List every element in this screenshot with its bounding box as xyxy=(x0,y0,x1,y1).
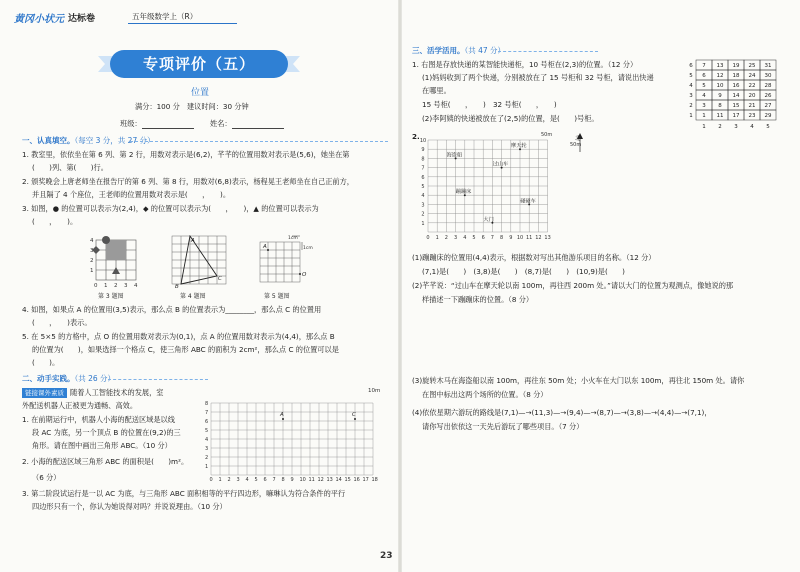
locker-row-label: 4 xyxy=(689,83,693,89)
map-x-tick: 13 xyxy=(544,235,551,241)
map-y-tick: 9 xyxy=(421,147,425,154)
map-x-tick: 5 xyxy=(472,235,476,241)
delivery-x-tick: 15 xyxy=(344,477,351,482)
q5-line2: 的位置为( )，如果选择一个格点 C，使三角形 ABC 的面积为 2cm²，那么点 C 的位置可以是 xyxy=(32,345,339,354)
map-x-tick: 3 xyxy=(454,235,458,241)
locker-number: 28 xyxy=(764,83,772,89)
locker-number: 14 xyxy=(732,93,740,99)
svg-text:2: 2 xyxy=(114,283,118,289)
svg-text:C: C xyxy=(352,412,356,418)
map-y-tick: 10 xyxy=(419,138,427,144)
book-spine xyxy=(398,0,402,572)
locker-number: 10 xyxy=(716,83,724,89)
q2-line2: 并且隔了 4 个座位，王老师的位置用数对表示是( ， )。 xyxy=(32,190,231,199)
locker-number: 25 xyxy=(748,63,756,69)
grade-label: 五年级数学上（R） xyxy=(128,11,237,24)
section-2-heading: 二、动手实践。（共 26 分） xyxy=(22,374,116,383)
locker-number: 19 xyxy=(732,63,740,69)
map-q3-line1: (3)旋转木马在海盗船以南 100m，再往东 50m 处；小火车在大门以东 100m，再往北 150m 处。请你 xyxy=(412,376,745,385)
extracurricular-tag: 链接课外素质 xyxy=(22,388,67,398)
locker-number: 15 xyxy=(732,103,740,109)
locker-number: 26 xyxy=(764,93,772,99)
shaded-square xyxy=(106,240,126,260)
figure-3-caption: 第 3 题图 xyxy=(98,293,124,300)
map-q2-line2: 样描述一下蹦蹦床的位置。（8 分） xyxy=(422,295,534,304)
locker-number: 8 xyxy=(718,103,722,109)
name-field[interactable] xyxy=(210,119,284,129)
locker-number: 4 xyxy=(702,93,706,99)
figure-5-grid xyxy=(254,232,320,290)
locker-row-label: 3 xyxy=(689,93,693,99)
map-y-tick: 6 xyxy=(421,174,425,181)
map-x-tick: 8 xyxy=(500,235,504,241)
delivery-x-tick: 17 xyxy=(362,477,369,482)
locker-number: 21 xyxy=(748,103,756,109)
p3-q1-line2: (1)妈妈收到了两个快递，分别被放在了 15 号柜和 32 号柜，请说出快递 xyxy=(422,73,654,82)
locker-number: 17 xyxy=(732,113,740,119)
locker-col-label: 1 xyxy=(702,124,706,130)
map-unit-label: 50m xyxy=(541,132,553,138)
intro-line1: 随着人工智能技术的发展，室 xyxy=(70,388,164,397)
p3-q1-line5: (2)李阿姨的快递被放在了(2,5)的位置，是( )号柜。 xyxy=(422,114,599,123)
map-x-tick: 4 xyxy=(463,235,467,241)
delivery-grid-unit: 10m xyxy=(368,388,381,394)
map-place-label: 碰碰车 xyxy=(520,198,536,205)
locker-number: 9 xyxy=(718,93,722,99)
locker-number: 12 xyxy=(716,73,724,79)
map-y-tick: 2 xyxy=(421,211,425,218)
locker-number: 13 xyxy=(716,63,724,69)
map-q1-line2: (7,1)是( ) (3,8)是( ) (8,7)是( ) (10,9)是( ) xyxy=(422,267,625,276)
delivery-x-tick: 2 xyxy=(227,477,231,482)
map-x-tick: 12 xyxy=(535,235,542,241)
locker-number: 27 xyxy=(764,103,772,109)
p2-q3-line2: 四边形只有一个，你认为她说得对吗？并说说理由。（10 分） xyxy=(32,502,227,511)
locker-number: 11 xyxy=(716,113,724,119)
svg-text:3: 3 xyxy=(124,283,128,289)
svg-text:1: 1 xyxy=(90,268,94,274)
class-field[interactable] xyxy=(120,119,194,129)
unit-label-side: 1cm xyxy=(303,246,313,251)
section-3-rule xyxy=(498,51,598,52)
section-3-heading: 三、活学活用。（共 47 分） xyxy=(412,46,506,55)
page-title: 专项评价（五） xyxy=(110,50,288,78)
delivery-x-tick: 5 xyxy=(254,477,258,482)
delivery-y-tick: 8 xyxy=(205,401,209,407)
locker-number: 20 xyxy=(748,93,756,99)
point-c xyxy=(354,418,356,420)
map-x-tick: 10 xyxy=(516,235,524,241)
locker-number: 16 xyxy=(732,83,740,89)
delivery-x-tick: 8 xyxy=(281,477,285,482)
locker-row-label: 1 xyxy=(689,113,693,119)
svg-text:A: A xyxy=(191,238,195,244)
svg-text:O: O xyxy=(302,272,307,278)
section-1-heading: 一、认真填空。（每空 3 分，共 27 分） xyxy=(22,136,155,145)
delivery-x-tick: 11 xyxy=(308,477,315,482)
delivery-y-tick: 5 xyxy=(205,428,209,434)
locker-number: 23 xyxy=(748,113,756,119)
north-label: 北 xyxy=(575,136,581,142)
p3-q1-line3: 在哪里。 xyxy=(422,86,451,95)
p2-q1-line1: 1. 在前期运行中，机器人小海的配送区域是以线 xyxy=(22,415,175,424)
delivery-x-tick: 13 xyxy=(326,477,333,482)
map-q4-line2: 请你写出依依这一天先后游玩了哪些项目。（7 分） xyxy=(422,422,584,431)
delivery-x-tick: 6 xyxy=(263,477,267,482)
delivery-x-tick: 16 xyxy=(353,477,360,482)
delivery-x-tick: 12 xyxy=(317,477,324,482)
class-label: 班级： xyxy=(120,119,142,128)
figure-3-grid xyxy=(86,234,146,290)
map-x-tick: 9 xyxy=(509,235,513,241)
p2-q1-line2: 段 AC 为底，另一个顶点 B 的位置在(9,2)的三 xyxy=(32,428,181,437)
locker-col-label: 3 xyxy=(734,124,738,130)
class-blank[interactable] xyxy=(142,120,194,129)
q3-line2: ( ， )。 xyxy=(32,217,78,226)
p2-q1-line3: 角形。请在图中画出三角形 ABC。（10 分） xyxy=(32,441,172,450)
svg-text:0: 0 xyxy=(94,283,98,289)
p3-q1-line4: 15 号柜( ， ) 32 号柜( ， ) xyxy=(422,100,557,109)
map-x-tick: 6 xyxy=(481,235,485,241)
delivery-x-tick: 7 xyxy=(272,477,276,482)
delivery-y-tick: 1 xyxy=(205,464,209,470)
locker-grid xyxy=(686,58,786,134)
map-x-tick: 2 xyxy=(444,235,448,241)
locker-col-label: 5 xyxy=(766,124,770,130)
locker-number: 24 xyxy=(748,73,756,79)
figure-5-caption: 第 5 题图 xyxy=(264,293,290,300)
locker-number: 29 xyxy=(764,113,772,119)
map-place-label: 过山车 xyxy=(492,161,509,168)
q3-line1: 3. 如图，● 的位置可以表示为(2,4)，◆ 的位置可以表示为( ， )，▲ 的位置可以表示为 xyxy=(22,204,319,213)
delivery-x-tick: 10 xyxy=(299,477,306,482)
triangle-marker xyxy=(112,267,120,274)
locker-number: 6 xyxy=(702,73,706,79)
circle-marker xyxy=(102,236,110,244)
map-x-tick: 1 xyxy=(435,235,439,241)
delivery-x-tick: 0 xyxy=(209,477,213,482)
locker-row-label: 2 xyxy=(689,103,693,109)
map-place-label: 海盗船 xyxy=(446,152,463,159)
name-label: 姓名： xyxy=(210,119,232,128)
locker-number: 18 xyxy=(732,73,740,79)
map-q2-line1: (2)芊芊说：“过山车在摩天轮以南 100m，再往西 200m 处。”请以大门的位置为观测点，像她说的那 xyxy=(412,281,734,290)
page-subtitle: 位置 xyxy=(190,88,209,98)
delivery-y-tick: 7 xyxy=(205,410,209,416)
map-place-label: 摩天轮 xyxy=(511,143,527,150)
delivery-x-tick: 4 xyxy=(245,477,249,482)
section-2-rule xyxy=(108,379,208,380)
exam-info: 满分：100 分 建议时间：30 分钟 xyxy=(135,102,249,111)
delivery-x-tick: 18 xyxy=(371,477,378,482)
delivery-x-tick: 3 xyxy=(236,477,240,482)
delivery-y-tick: 4 xyxy=(205,437,209,443)
q5-line1: 5. 在 5×5 的方格中，点 O 的位置用数对表示为(0,1)，点 A 的位置用数对表示为(4,4)，那么点 B xyxy=(22,332,335,341)
map-x-tick: 11 xyxy=(526,235,533,241)
p2-q2-line2: （6 分） xyxy=(32,473,61,482)
map-q1-line1: (1)蹦蹦床的位置用(4,4)表示，根据数对写出其他游乐项目的名称。（12 分） xyxy=(412,253,656,262)
locker-row-label: 5 xyxy=(689,73,693,79)
svg-text:A: A xyxy=(263,244,267,250)
q1-line2: ( )列、第( )行。 xyxy=(32,163,108,172)
svg-text:2: 2 xyxy=(90,258,94,264)
brand-logo: 黄冈小状元 xyxy=(14,14,64,25)
locker-number: 30 xyxy=(764,73,772,79)
map-q4-line1: (4)依依星期六游玩的路线是(7,1)—→(11,3)—→(9,4)—→(8,7)—→(3,8)—→(4,4)—→(7,1)， xyxy=(412,408,712,417)
svg-text:3: 3 xyxy=(90,248,94,254)
locker-number: 5 xyxy=(702,83,706,89)
unit-label-top: 1cm xyxy=(288,236,298,241)
map-q3-line2: 在图中标出这两个场所的位置。（8 分） xyxy=(422,390,548,399)
map-y-tick: 7 xyxy=(421,165,425,172)
p3-q1-line1: 1. 右图是存放快递的某智能快递柜，10 号柜在(2,3)的位置。（12 分） xyxy=(412,60,638,69)
map-x-tick: 7 xyxy=(490,235,494,241)
map-place-label: 大门 xyxy=(483,216,494,223)
locker-col-label: 4 xyxy=(750,124,754,130)
map-x-tick: 0 xyxy=(426,235,430,241)
map-y-tick: 3 xyxy=(421,202,425,209)
svg-text:B: B xyxy=(175,284,179,290)
intro-line2: 外配送机器人正被更为通畅、高效。 xyxy=(22,401,138,410)
p2-q3-line1: 3. 第二阶段试运行是一以 AC 为底，与三角形 ABC 面积相等的平行四边形，嘛琳认为符合条件的平行 xyxy=(22,489,346,498)
map-y-tick: 8 xyxy=(421,156,425,163)
delivery-y-tick: 6 xyxy=(205,419,209,425)
section-1-rule xyxy=(130,141,388,142)
delivery-x-tick: 9 xyxy=(290,477,294,482)
figure-4-grid xyxy=(168,232,230,290)
q4-line1: 4. 如图，如果点 A 的位置用(3,5)表示，那么点 B 的位置表示为________，那么点 C 的位置用 xyxy=(22,305,322,314)
delivery-x-tick: 1 xyxy=(218,477,222,482)
map-y-tick: 5 xyxy=(421,184,425,190)
map-unit-label-side: 50m xyxy=(570,142,582,148)
park-map xyxy=(416,130,586,252)
svg-text:A: A xyxy=(280,412,284,418)
svg-text:1: 1 xyxy=(104,283,108,289)
locker-number: 31 xyxy=(764,63,772,69)
svg-text:4: 4 xyxy=(134,283,138,289)
q5-line3: ( )。 xyxy=(32,358,60,367)
delivery-x-tick: 14 xyxy=(335,477,342,482)
locker-number: 3 xyxy=(702,103,706,109)
map-y-tick: 1 xyxy=(421,220,425,227)
svg-text:C: C xyxy=(218,276,222,282)
map-place-label: 蹦蹦床 xyxy=(455,189,472,196)
q4-line2: ( ， )表示。 xyxy=(32,318,92,327)
point-a xyxy=(282,418,284,420)
map-y-tick: 4 xyxy=(421,193,425,200)
page-number: 23 xyxy=(380,551,393,561)
figure-4-caption: 第 4 题图 xyxy=(180,293,206,300)
delivery-y-tick: 2 xyxy=(205,455,209,461)
svg-text:4: 4 xyxy=(90,238,94,244)
locker-number: 22 xyxy=(748,83,756,89)
name-blank[interactable] xyxy=(232,120,284,129)
q2-line1: 2. 颁奖晚会上唐老师坐在报告厅的第 6 列、第 8 行，用数对(6,8)表示，杨程晃王老师坐在自己正前方， xyxy=(22,177,354,186)
locker-col-label: 2 xyxy=(718,124,722,130)
delivery-grid xyxy=(200,386,388,482)
p2-q2-line1: 2. 小海的配送区域三角形 ABC 的面积是( )m²。 xyxy=(22,457,189,466)
delivery-y-tick: 3 xyxy=(205,446,209,452)
locker-row-label: 6 xyxy=(689,63,693,69)
locker-number: 1 xyxy=(702,113,706,119)
p3-q2-number: 2. xyxy=(412,132,420,141)
locker-number: 7 xyxy=(702,63,706,69)
brand-title: 达标卷 xyxy=(68,14,96,24)
q1-line1: 1. 教室里，依依坐在第 6 列、第 2 行，用数对表示是(6,2)，芊芊的位置用数对表示是(5,6)，她坐在第 xyxy=(22,150,350,159)
